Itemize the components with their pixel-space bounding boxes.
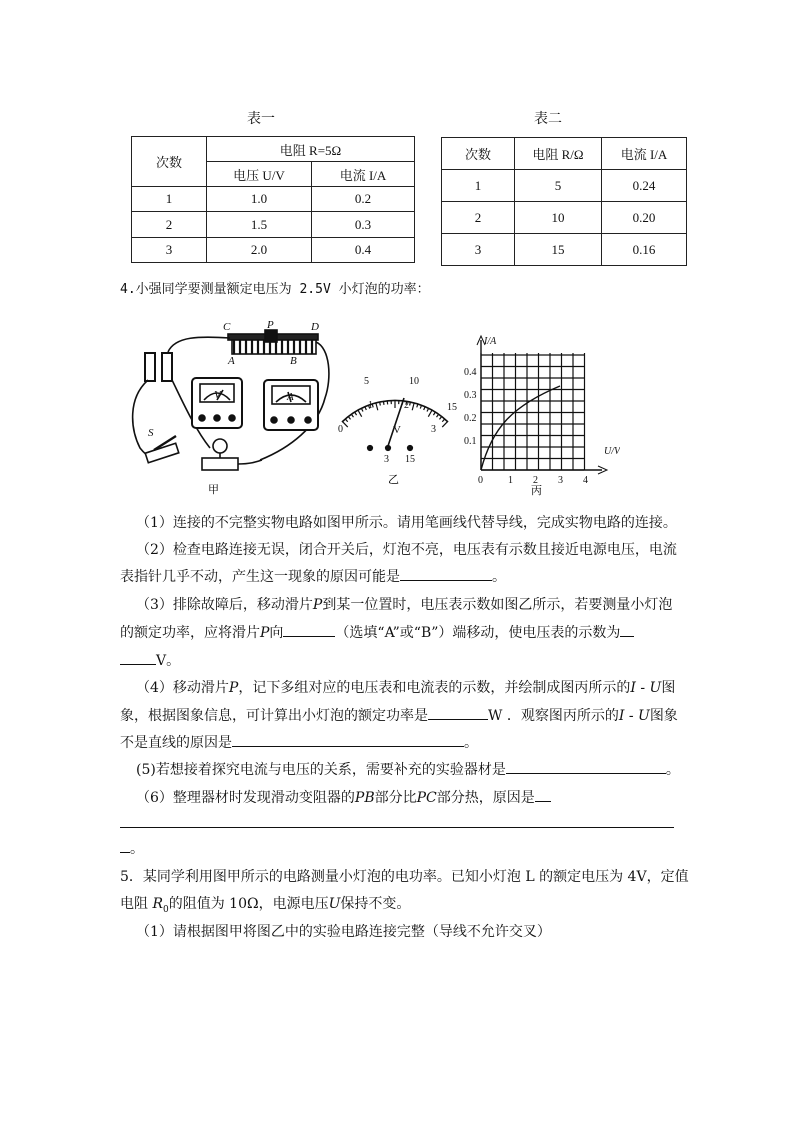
q5-s1: （1）请根据图甲将图乙中的实验电路连接完整（导线不允许交叉） — [136, 924, 551, 940]
table-row — [132, 212, 415, 238]
label-A: A — [228, 355, 235, 367]
dial-tick — [439, 416, 441, 419]
label-D: D — [311, 321, 319, 333]
t2-cell: 0.16 — [602, 234, 687, 266]
t2-cell: 10 — [515, 202, 602, 234]
answer-blank[interactable] — [283, 622, 335, 637]
q4-s4-line1: （4）移动滑片P，记下多组对应的电压表和电流表的示数，并绘制成图丙所示的I - U图 — [136, 680, 676, 696]
y-tick: 0.2 — [464, 413, 477, 424]
t1-cell: 1.0 — [207, 187, 312, 212]
dial-tick — [345, 419, 348, 422]
t1-cell: 0.2 — [312, 187, 415, 212]
answer-blank[interactable] — [120, 838, 130, 853]
wire — [133, 380, 160, 458]
t2-cell: 0.20 — [602, 202, 687, 234]
y-tick: 0.3 — [464, 390, 477, 401]
dial-tick — [424, 406, 426, 410]
table-one — [131, 136, 415, 263]
table1-caption: 表一 — [247, 111, 275, 127]
wire — [238, 460, 262, 464]
caption-bing: 丙 — [531, 485, 542, 496]
table-row — [132, 187, 415, 212]
label-P: P — [267, 319, 274, 331]
label-ammeter: A — [287, 391, 294, 403]
t1-cell: 2 — [132, 212, 207, 238]
label-B: B — [290, 355, 297, 367]
t1-cell: 0.3 — [312, 212, 415, 238]
dial-bottom-1: 1 — [368, 400, 373, 411]
dial-needle — [388, 398, 404, 446]
terminal-label-3: 3 — [384, 454, 389, 465]
lamp-base — [202, 458, 238, 470]
t2-cell: 0.24 — [602, 170, 687, 202]
rheostat-slider — [265, 330, 277, 342]
dial-tick — [442, 419, 445, 422]
t2-cell: 2 — [442, 202, 515, 234]
dial-tick — [428, 410, 432, 417]
terminal-3 — [386, 446, 391, 451]
q4-s4-line3: 不是直线的原因是 。 — [120, 732, 680, 754]
t2-header-resistance: 电阻 R/Ω — [515, 138, 602, 170]
q4-s6: （6）整理器材时发现滑动变阻器的PB部分比PC部分热，原因是 — [136, 787, 696, 809]
dial-top-zero: 0 — [338, 424, 343, 435]
answer-blank[interactable] — [428, 705, 488, 720]
table-row — [442, 234, 687, 266]
t1-cell: 2.0 — [207, 238, 312, 263]
label-S: S — [148, 427, 154, 439]
dial-tick — [410, 402, 411, 406]
answer-blank[interactable] — [620, 622, 634, 637]
answer-blank[interactable] — [120, 650, 156, 665]
circuit-diagram — [133, 330, 329, 470]
t2-cell: 15 — [515, 234, 602, 266]
dial-tick — [442, 421, 448, 427]
table-row — [132, 238, 415, 263]
q4-s5: (5)若想接着探究电流与电压的关系，需要补充的实验器材是 。 — [136, 759, 696, 781]
answer-blank[interactable] — [400, 566, 492, 581]
dial-tick — [365, 406, 367, 410]
x-axis-label: U/V — [604, 446, 620, 457]
t1-header-voltage: 电压 U/V — [207, 162, 312, 187]
dial-top-5: 5 — [364, 376, 369, 387]
q4-figure — [120, 318, 620, 496]
t2-cell: 5 — [515, 170, 602, 202]
battery-cell-2 — [162, 353, 172, 381]
battery-cell-1 — [145, 353, 155, 381]
caption-yi: 乙 — [388, 474, 399, 486]
x-tick: 1 — [508, 475, 513, 486]
label-C: C — [223, 321, 231, 333]
dial-top-15: 15 — [447, 402, 457, 413]
answer-line[interactable] — [120, 827, 674, 828]
t2-cell: 1 — [442, 170, 515, 202]
t1-header-current: 电流 I/A — [312, 162, 415, 187]
q4-s1: （1）连接的不完整实物电路如图甲所示。请用笔画线代替导线，完成实物电路的连接。 — [136, 515, 677, 531]
t1-cell: 1 — [132, 187, 207, 212]
y-tick: 0.1 — [464, 436, 477, 447]
table-row — [442, 202, 687, 234]
q5-line1: 5．某同学利用图甲所示的电路测量小灯泡的电功率。已知小灯泡 L 的额定电压为 4V，定值 — [120, 869, 689, 885]
label-voltmeter: V — [214, 389, 221, 401]
q4-title: 4.小强同学要测量额定电压为 2.5V 小灯泡的功率： — [120, 282, 430, 297]
table-row — [442, 170, 687, 202]
table-two — [441, 137, 687, 266]
dial-top-10: 10 — [409, 376, 419, 387]
iu-graph — [477, 336, 607, 474]
q4-s3-line1: （3）排除故障后，移动滑片P到某一位置时，电压表示数如图乙所示，若要测量小灯泡 — [136, 597, 673, 613]
x-tick: 2 — [533, 475, 538, 486]
answer-blank[interactable] — [535, 787, 551, 802]
answer-blank[interactable] — [506, 759, 666, 774]
y-axis-label: I/A — [484, 336, 497, 347]
q4-s2a: （2）检查电路连接无误，闭合开关后，灯泡不亮，电压表有示数且接近电源电压，电流 — [136, 542, 677, 558]
t1-cell: 0.4 — [312, 238, 415, 263]
dial-tick — [361, 408, 363, 412]
dial-bottom-2: 2 — [404, 400, 409, 411]
dial-tick — [380, 402, 381, 406]
dial-tick — [383, 401, 384, 405]
terminal-15 — [408, 446, 413, 451]
t2-cell: 3 — [442, 234, 515, 266]
terminal-label-15: 15 — [405, 454, 415, 465]
dial-tick — [376, 402, 378, 410]
t1-header-resistance: 电阻 R=5Ω — [207, 137, 415, 162]
y-tick: 0.4 — [464, 367, 477, 378]
caption-jia: 甲 — [208, 484, 219, 496]
x-tick: 0 — [478, 475, 483, 486]
terminal-neg — [368, 446, 373, 451]
dial-tick — [358, 410, 362, 417]
q5-line2: 电阻 $R_0$的阻值为 10Ω，电源电压U保持不变。 — [120, 896, 411, 915]
q4-s2b-line: 表指针几乎不动，产生这一现象的原因可能是 。 — [120, 566, 680, 588]
dial-symbol: V — [393, 424, 401, 436]
wire — [168, 337, 230, 352]
answer-blank[interactable] — [232, 732, 464, 747]
t1-cell: 1.5 — [207, 212, 312, 238]
dial-tick — [342, 421, 348, 427]
dial-bottom-3: 3 — [431, 424, 436, 435]
t1-header-count: 次数 — [132, 137, 207, 187]
dial-tick — [427, 408, 429, 412]
q4-s3-line3: V。 — [120, 650, 680, 672]
t2-header-current: 电流 I/A — [602, 138, 687, 170]
x-tick: 3 — [558, 475, 563, 486]
dial-tick — [412, 402, 414, 410]
dial-tick — [348, 416, 350, 419]
lamp-bulb — [213, 439, 227, 453]
q4-s4-line2: 象，根据图象信息，可计算出小灯泡的额定功率是 W ．观察图丙所示的I - U图象 — [120, 705, 680, 727]
table2-caption: 表二 — [534, 111, 562, 127]
t1-cell: 3 — [132, 238, 207, 263]
q4-s6-end: 。 — [120, 838, 680, 860]
q4-s3-line2: 的额定功率，应将滑片P向 （选填“A”或“B”）端移动，使电压表的示数为 — [120, 622, 680, 644]
x-tick: 4 — [583, 475, 588, 486]
t2-header-count: 次数 — [442, 138, 515, 170]
